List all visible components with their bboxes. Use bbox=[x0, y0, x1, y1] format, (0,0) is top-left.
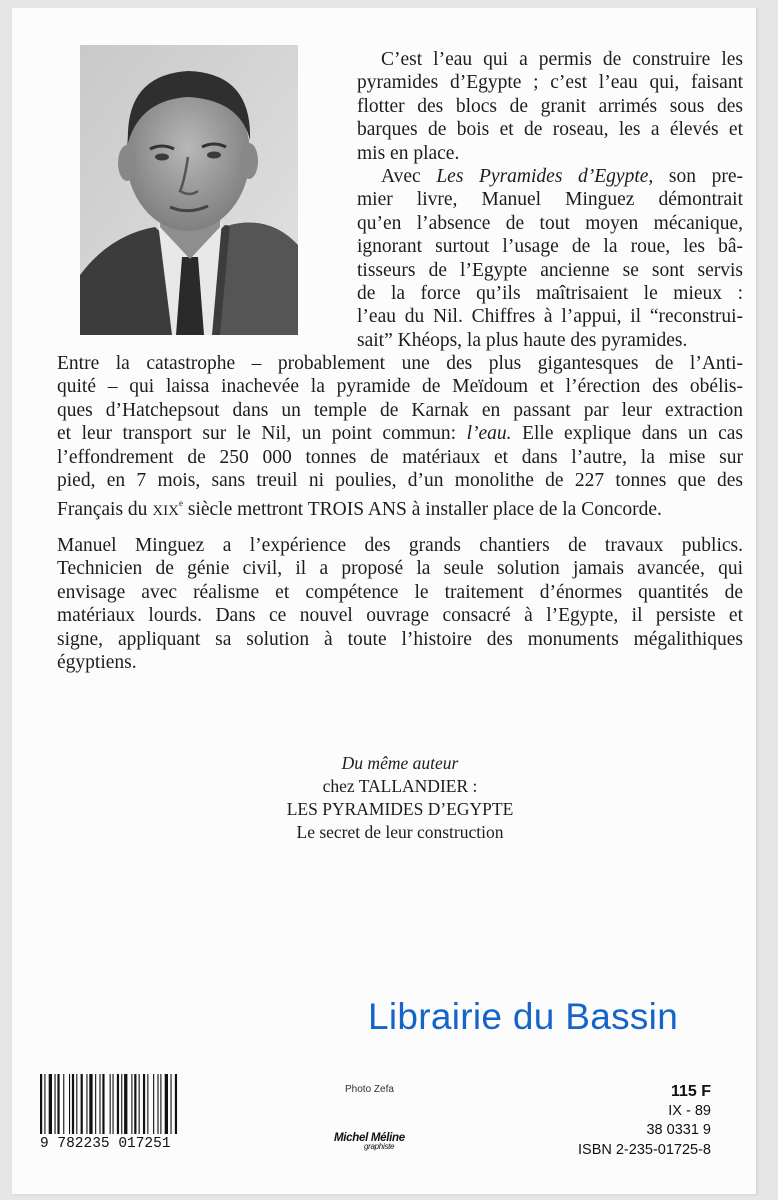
text-line bbox=[57, 422, 743, 445]
barcode-bar bbox=[95, 1074, 96, 1134]
bookshop-watermark: Librairie du Bassin bbox=[368, 996, 679, 1037]
text-line: tisseurs de l’Egypte ancienne se sont servis bbox=[357, 259, 743, 281]
barcode-bar bbox=[175, 1074, 177, 1134]
text-fragment: et leur transport sur le Nil, un point commun: bbox=[57, 423, 467, 445]
bibliography-subtitle: Le secret de leur construction bbox=[296, 822, 504, 842]
barcode-bar bbox=[69, 1074, 70, 1134]
barcode-bar bbox=[117, 1074, 119, 1134]
barcode-bar bbox=[160, 1074, 161, 1134]
text-line bbox=[357, 165, 743, 188]
bibliography-block bbox=[242, 752, 558, 844]
intro-paragraph bbox=[357, 48, 743, 165]
barcode-bar bbox=[89, 1074, 92, 1134]
barcode-digits: 9 782235 017251 bbox=[40, 1136, 171, 1152]
publisher-logo-name: Michel Méline bbox=[334, 1132, 405, 1144]
publication-info bbox=[578, 1082, 711, 1160]
publisher-logo-sub: graphiste bbox=[364, 1142, 395, 1151]
barcode-bar bbox=[57, 1074, 59, 1134]
text-line: pyramides d’Egypte ; c’est l’eau qui, faisant bbox=[357, 72, 743, 94]
text-line: flotter des blocs de granit arrimés sous des bbox=[357, 95, 743, 117]
text-line: mis en place. bbox=[357, 142, 460, 164]
bibliography-title: LES PYRAMIDES D’EGYPTE bbox=[286, 799, 514, 819]
text-line: mier livre, Manuel Minguez démontrait bbox=[357, 189, 743, 211]
book-title-italic: Les Pyramides d’Egypte, bbox=[436, 166, 654, 187]
text-line: Technicien de génie civil, il a proposé la seule solution jamais avancée, qui bbox=[57, 558, 743, 580]
text-line: barques de bois et de roseau, les a élevés et bbox=[357, 119, 743, 141]
text-line: qu’en l’absence de tout moyen mécanique, bbox=[357, 212, 743, 234]
barcode-bar bbox=[121, 1074, 122, 1134]
text-line: l’eau du Nil. Chiffres à l’appui, il “reconstrui- bbox=[357, 306, 743, 328]
bibliography-publisher: chez TALLANDIER : bbox=[322, 776, 478, 796]
text-line: envisage avec réalisme et compétence le traitement d’énormes quantités de bbox=[57, 581, 743, 603]
text-line: signe, appliquant sa solution à toute l’histoire des monuments mégalithiques bbox=[57, 628, 743, 650]
print-date: IX - 89 bbox=[668, 1102, 711, 1119]
bibliography-heading: Du même auteur bbox=[341, 753, 459, 773]
text-line: matériaux lourds. Dans ce nouvel ouvrage consacré à l’Egypte, il persiste et bbox=[57, 605, 743, 627]
text-fragment: Français du bbox=[57, 499, 153, 521]
author-experience-paragraph bbox=[57, 534, 743, 674]
isbn: ISBN 2-235-01725-8 bbox=[578, 1141, 711, 1158]
barcode-bar bbox=[55, 1074, 56, 1134]
barcode-bar bbox=[165, 1074, 168, 1134]
barcode-bar bbox=[81, 1074, 83, 1134]
barcode-bar bbox=[49, 1074, 52, 1134]
barcode-bar bbox=[102, 1074, 104, 1134]
catastrophe-paragraph bbox=[57, 352, 743, 524]
first-book-paragraph bbox=[357, 165, 743, 352]
text-fragment: Avec bbox=[381, 166, 437, 187]
text-line bbox=[57, 492, 743, 523]
text-line: Entre la catastrophe – probablement une des plus gigantesques de l’Anti- bbox=[57, 353, 743, 374]
text-line: l’effondrement de 250 000 tonnes de matériaux et dans l’autre, la mise sur bbox=[57, 446, 743, 468]
barcode-bar bbox=[99, 1074, 100, 1134]
barcode-bar bbox=[157, 1074, 158, 1134]
barcode-bar bbox=[63, 1074, 64, 1134]
text-fragment: siècle mettront TROIS ANS à installer place de la Concorde. bbox=[182, 499, 662, 521]
barcode-bar bbox=[113, 1074, 114, 1134]
barcode-bar bbox=[143, 1074, 145, 1134]
text-line: C’est l’eau qui a permis de construire les bbox=[381, 49, 743, 70]
century-numeral: XIX bbox=[152, 503, 179, 520]
barcode-bar bbox=[153, 1074, 154, 1134]
barcode-bar bbox=[131, 1074, 132, 1134]
barcode-bars bbox=[40, 1074, 200, 1134]
text-line: de la force qu’ils maîtrisaient le mieux : bbox=[357, 283, 743, 305]
author-portrait-image bbox=[80, 45, 298, 335]
barcode bbox=[40, 1074, 200, 1134]
barcode-bar bbox=[147, 1074, 148, 1134]
text-fragment: Elle explique dans un cas bbox=[511, 423, 743, 445]
author-photo bbox=[80, 45, 298, 335]
barcode-bar bbox=[110, 1074, 111, 1134]
price: 115 F bbox=[670, 1083, 711, 1100]
catalog-number: 38 0331 9 bbox=[646, 1122, 711, 1138]
barcode-bar bbox=[134, 1074, 136, 1134]
century-superscript: e bbox=[178, 498, 183, 509]
emphasis-italic: l’eau. bbox=[466, 423, 512, 445]
barcode-bar bbox=[72, 1074, 74, 1134]
barcode-bar bbox=[44, 1074, 45, 1134]
barcode-bar bbox=[40, 1074, 42, 1134]
text-line: quité – qui laissa inachevée la pyramide de Meïdoum et l’érection des obélis- bbox=[57, 376, 743, 398]
barcode-bar bbox=[139, 1074, 140, 1134]
text-line: sait” Khéops, la plus haute des pyramides. bbox=[357, 329, 688, 351]
barcode-bar bbox=[86, 1074, 87, 1134]
text-line: pied, en 7 mois, sans treuil ni poulies, d’un monolithe de 227 tonnes que des bbox=[57, 470, 743, 492]
text-line: ques d’Hatchepsout dans un temple de Karnak en passant par leur extraction bbox=[57, 399, 743, 421]
barcode-bar bbox=[76, 1074, 77, 1134]
text-fragment: son pre- bbox=[653, 166, 744, 187]
text-line: Manuel Minguez a l’expérience des grands chantiers de travaux publics. bbox=[57, 535, 743, 556]
photo-credit: Photo Zefa bbox=[345, 1084, 394, 1095]
text-line: égyptiens. bbox=[57, 652, 137, 674]
publisher-logo bbox=[334, 1132, 444, 1151]
barcode-bar bbox=[124, 1074, 127, 1134]
barcode-bar bbox=[171, 1074, 172, 1134]
text-line: ignorant surtout l’usage de la roue, les bâ- bbox=[357, 236, 743, 258]
